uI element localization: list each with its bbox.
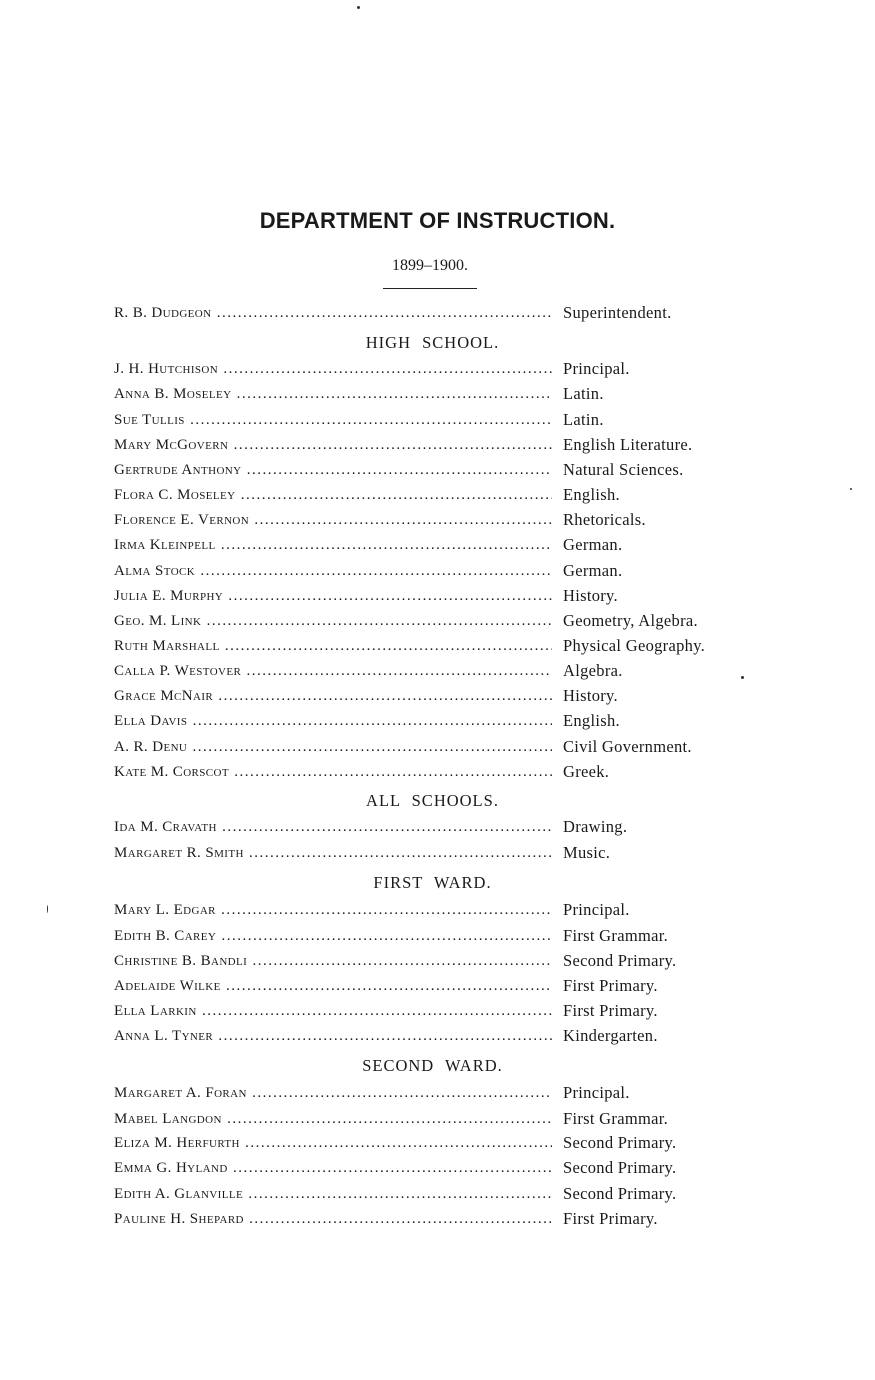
staff-name: Julia E. Murphy ..... bbox=[114, 585, 552, 607]
staff-row bbox=[114, 842, 744, 864]
staff-name: Ruth Marshall ..... bbox=[114, 635, 552, 657]
staff-name: Pauline H. Shepard ..... bbox=[114, 1208, 552, 1230]
staff-role: Superintendent. bbox=[563, 303, 672, 322]
staff-name: Anna B. Moseley ..... bbox=[114, 383, 552, 405]
section-heading-all-schools: ALL SCHOOLS. bbox=[366, 791, 499, 810]
staff-row bbox=[114, 484, 744, 506]
staff-name: Adelaide Wilke ..... bbox=[114, 975, 552, 997]
staff-row bbox=[114, 975, 744, 997]
scan-speck bbox=[741, 676, 744, 679]
staff-role: Algebra. bbox=[563, 661, 623, 680]
staff-row bbox=[114, 434, 744, 456]
staff-role: First Primary. bbox=[563, 1001, 658, 1020]
staff-name: Mary McGovern ..... bbox=[114, 434, 552, 456]
staff-row bbox=[114, 816, 744, 838]
staff-name: Gertrude Anthony ..... bbox=[114, 459, 552, 481]
staff-role: First Primary. bbox=[563, 1209, 658, 1228]
staff-name: Irma Kleinpell ..... bbox=[114, 534, 552, 556]
staff-row bbox=[114, 685, 744, 707]
staff-role: History. bbox=[563, 586, 618, 605]
section-heading-high-school: HIGH SCHOOL. bbox=[365, 333, 500, 352]
scan-speck bbox=[850, 488, 852, 490]
staff-name: J. H. Hutchison ..... bbox=[114, 358, 552, 380]
staff-name: Margaret A. Foran ..... bbox=[114, 1082, 552, 1104]
staff-role: Latin. bbox=[563, 410, 604, 429]
staff-name: Kate M. Corscot ..... bbox=[114, 761, 552, 783]
scan-speck bbox=[47, 905, 48, 913]
staff-name: Margaret R. Smith ..... bbox=[114, 842, 552, 864]
staff-name: Calla P. Westover ..... bbox=[114, 660, 552, 682]
staff-row bbox=[114, 736, 744, 758]
staff-role: English. bbox=[563, 485, 620, 504]
staff-name: R. B. Dudgeon ..... bbox=[114, 302, 552, 324]
staff-row bbox=[114, 358, 744, 380]
section-heading-second-ward: SECOND WARD. bbox=[362, 1056, 503, 1075]
staff-row bbox=[114, 534, 744, 556]
staff-role: Kindergarten. bbox=[563, 1026, 658, 1045]
staff-row bbox=[114, 635, 744, 657]
staff-name: Sue Tullis ..... bbox=[114, 409, 552, 431]
staff-row bbox=[114, 1208, 744, 1230]
staff-name: Edith B. Carey ..... bbox=[114, 925, 552, 947]
staff-row bbox=[114, 1157, 744, 1179]
staff-row bbox=[114, 509, 744, 531]
staff-role: Greek. bbox=[563, 762, 610, 781]
staff-name: Grace McNair ..... bbox=[114, 685, 552, 707]
school-year: 1899–1900. bbox=[392, 257, 468, 274]
staff-row bbox=[114, 660, 744, 682]
staff-name: Geo. M. Link ..... bbox=[114, 610, 552, 632]
scan-speck bbox=[357, 6, 360, 9]
staff-name: Mary L. Edgar ..... bbox=[114, 899, 552, 921]
staff-row bbox=[114, 761, 744, 783]
staff-role: Principal. bbox=[563, 359, 630, 378]
staff-role: Second Primary. bbox=[563, 1133, 677, 1152]
staff-row bbox=[114, 560, 744, 582]
staff-row bbox=[114, 585, 744, 607]
staff-row bbox=[114, 383, 744, 405]
staff-name: Ella Larkin ..... bbox=[114, 1000, 552, 1022]
staff-row bbox=[114, 1108, 744, 1130]
staff-role: Latin. bbox=[563, 384, 604, 403]
staff-role: Principal. bbox=[563, 1083, 630, 1102]
staff-name: A. R. Denu ..... bbox=[114, 736, 552, 758]
staff-name: Edith A. Glanville ..... bbox=[114, 1183, 552, 1205]
staff-role: First Grammar. bbox=[563, 1109, 669, 1128]
staff-role: Music. bbox=[563, 843, 611, 862]
staff-name: Mabel Langdon ..... bbox=[114, 1108, 552, 1130]
staff-name: Christine B. Bandli ..... bbox=[114, 950, 552, 972]
staff-row bbox=[114, 710, 744, 732]
staff-role: Physical Geography. bbox=[563, 636, 706, 655]
staff-name: Florence E. Vernon ..... bbox=[114, 509, 552, 531]
staff-role: Drawing. bbox=[563, 817, 628, 836]
staff-row bbox=[114, 409, 744, 431]
staff-row bbox=[114, 1000, 744, 1022]
staff-role: English Literature. bbox=[563, 435, 693, 454]
staff-role: English. bbox=[563, 711, 620, 730]
staff-row bbox=[114, 950, 744, 972]
staff-row bbox=[114, 1025, 744, 1047]
staff-role: Second Primary. bbox=[563, 1158, 677, 1177]
staff-row bbox=[114, 1132, 744, 1154]
staff-name: Alma Stock ..... bbox=[114, 560, 552, 582]
staff-name: Eliza M. Herfurth ..... bbox=[114, 1132, 552, 1154]
staff-role: Principal. bbox=[563, 900, 630, 919]
page-title: DEPARTMENT OF INSTRUCTION. bbox=[259, 208, 616, 233]
staff-role: History. bbox=[563, 686, 618, 705]
staff-name: Emma G. Hyland ..... bbox=[114, 1157, 552, 1179]
staff-role: German. bbox=[563, 561, 623, 580]
staff-role: Second Primary. bbox=[563, 951, 677, 970]
staff-row bbox=[114, 1183, 744, 1205]
staff-role: Natural Sciences. bbox=[563, 460, 684, 479]
staff-name: Ida M. Cravath ..... bbox=[114, 816, 552, 838]
staff-role: German. bbox=[563, 535, 623, 554]
staff-role: Geometry, Algebra. bbox=[563, 611, 698, 630]
staff-role: First Primary. bbox=[563, 976, 658, 995]
staff-role: Second Primary. bbox=[563, 1184, 677, 1203]
title-divider bbox=[383, 288, 477, 289]
staff-role: First Grammar. bbox=[563, 926, 669, 945]
section-heading-first-ward: FIRST WARD. bbox=[373, 873, 492, 892]
staff-name: Ella Davis ..... bbox=[114, 710, 552, 732]
staff-role: Civil Government. bbox=[563, 737, 692, 756]
staff-row-superintendent bbox=[114, 302, 744, 324]
staff-name: Anna L. Tyner ..... bbox=[114, 1025, 552, 1047]
staff-row bbox=[114, 1082, 744, 1104]
staff-name: Flora C. Moseley ..... bbox=[114, 484, 552, 506]
staff-role: Rhetoricals. bbox=[563, 510, 646, 529]
staff-row bbox=[114, 610, 744, 632]
staff-row bbox=[114, 925, 744, 947]
staff-row bbox=[114, 899, 744, 921]
staff-row bbox=[114, 459, 744, 481]
